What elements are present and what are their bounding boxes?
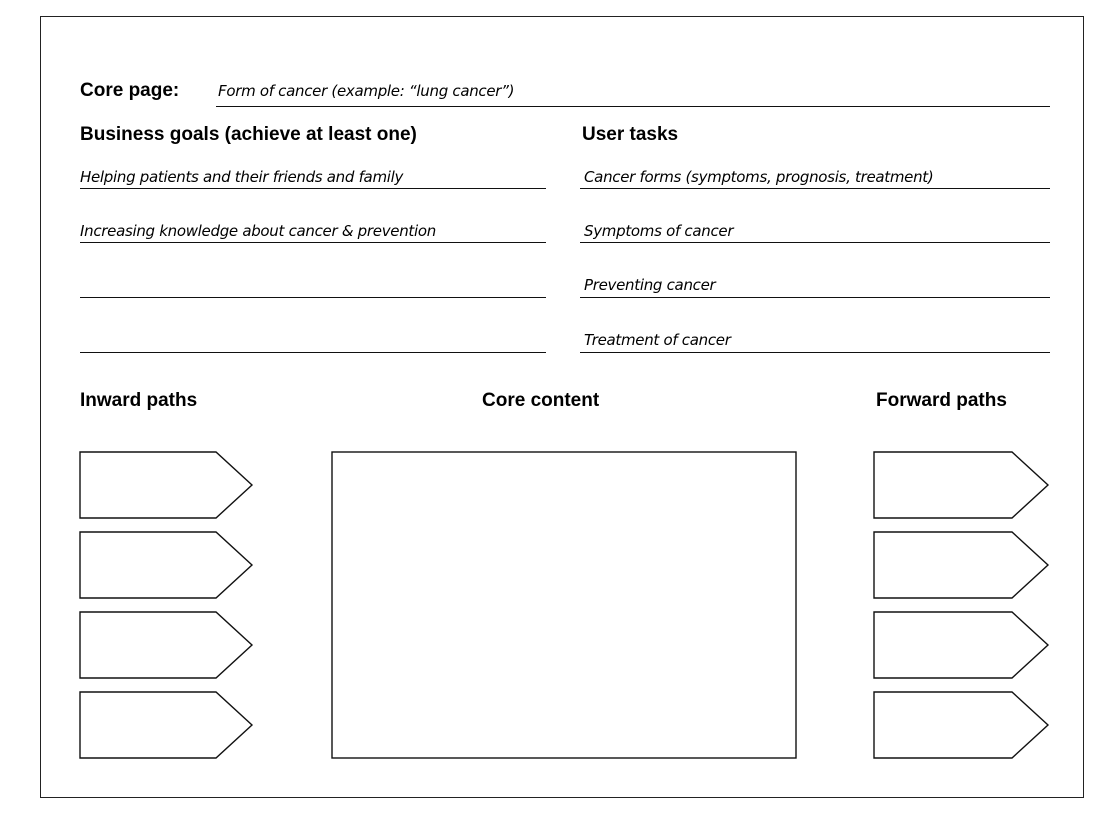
- forward-path-arrow: [874, 452, 1048, 518]
- forward-paths-heading: Forward paths: [876, 390, 1007, 411]
- inward-paths-heading: Inward paths: [80, 390, 198, 411]
- business-goals-heading: Business goals (achieve at least one): [80, 124, 417, 145]
- inward-path-arrow: [80, 692, 252, 758]
- business-goal-item: Helping patients and their friends and family: [80, 168, 404, 186]
- business-goal-item: Increasing knowledge about cancer & prevention: [80, 222, 436, 240]
- user-task-item: Preventing cancer: [584, 276, 716, 294]
- user-tasks-heading: User tasks: [582, 124, 679, 145]
- core-content-heading: Core content: [482, 390, 600, 411]
- core-page-value: Form of cancer (example: “lung cancer”): [218, 82, 515, 100]
- forward-path-arrow: [874, 532, 1048, 598]
- inward-path-arrow: [80, 532, 252, 598]
- core-content-box: [332, 452, 796, 758]
- core-page-label: Core page:: [80, 80, 180, 101]
- user-task-item: Symptoms of cancer: [584, 222, 734, 240]
- inward-path-arrow: [80, 452, 252, 518]
- forward-path-arrow: [874, 612, 1048, 678]
- forward-path-arrow: [874, 692, 1048, 758]
- user-task-item: Cancer forms (symptoms, prognosis, treatment): [584, 168, 934, 186]
- user-task-item: Treatment of cancer: [584, 331, 731, 349]
- inward-path-arrow: [80, 612, 252, 678]
